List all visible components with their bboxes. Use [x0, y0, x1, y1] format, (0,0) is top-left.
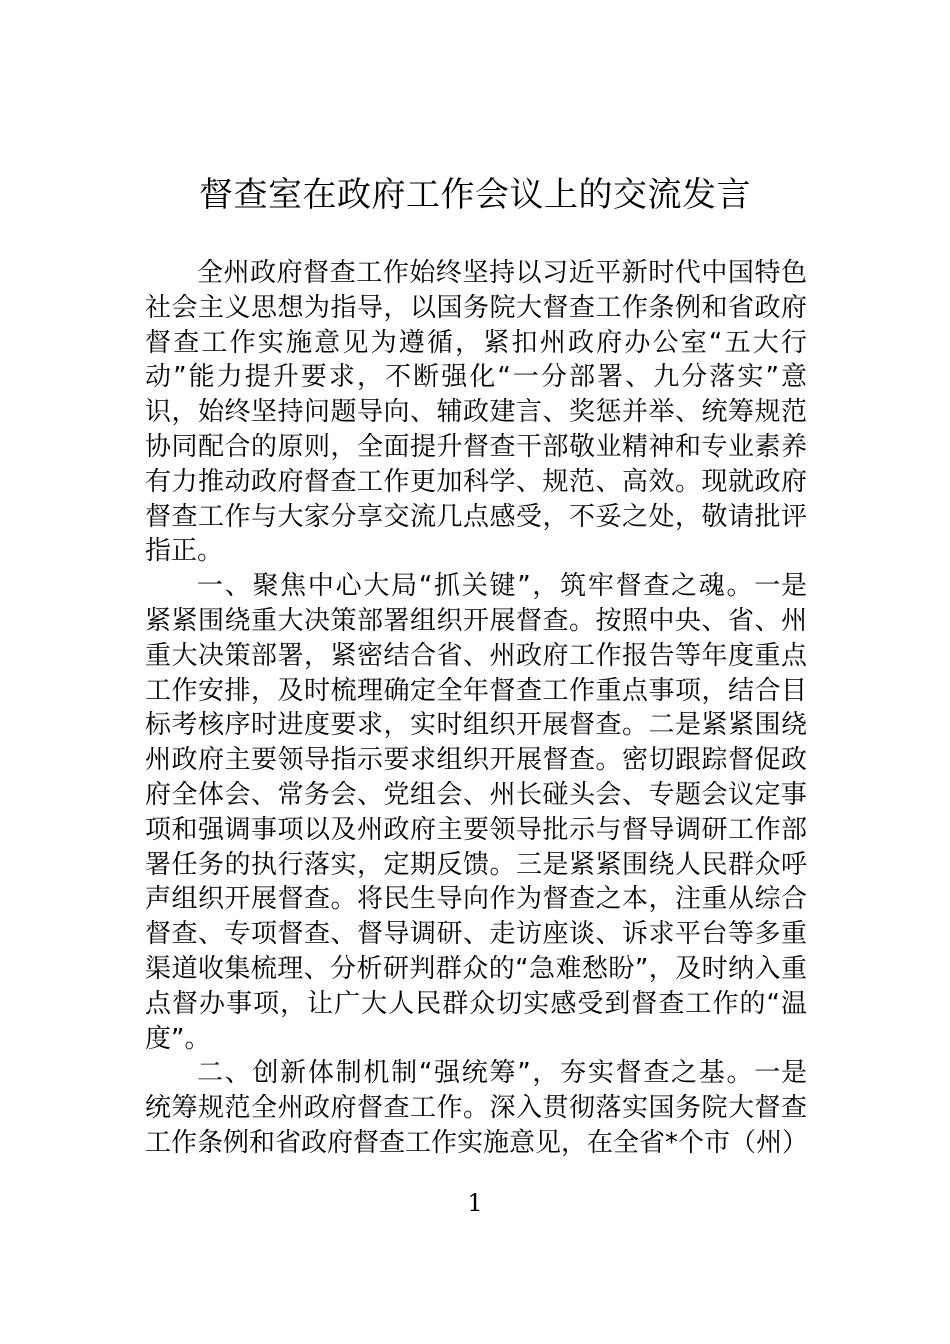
- section-1-heading: 一、聚焦中心大局“抓关键”，筑牢督查之魂。: [197, 571, 755, 602]
- section-2-text: 一是统筹规范全州政府督查工作。深入贯彻落实国务院大督查工作条例和省政府督查工作实施意见，在全省*个市（州）: [145, 1058, 809, 1158]
- paragraph-intro: [145, 256, 807, 569]
- paragraph-section-2: [145, 1056, 807, 1160]
- section-1-text: 一是紧紧围绕重大决策部署组织开展督查。按照中央、省、州重大决策部署，紧密结合省、州政府工作报告等年度重点工作安排，及时梳理确定全年督查工作重点事项，结合目标考核序时进度要求，实时组织开展督查。二是紧紧围绕州政府主要领导指示要求组织开展督查。密切跟踪督促政府全体会、常务会、党组会、州长碰头会、专题会议定事项和强调事项以及州政府主要领导批示与督导调研工作部署任务的执行落实，定期反馈。三是紧紧围绕人民群众呼声组织开展督查。将民生导向作为督查之本，注重从综合督查、专项督查、督导调研、走访座谈、诉求平台等多重渠道收集梳理、分析研判群众的“急难愁盼”，及时纳入重点督办事项，让广大人民群众切实感受到督查工作的“温度”。: [145, 571, 807, 1054]
- page-number: 1: [467, 1189, 483, 1217]
- section-2-heading: 二、创新体制机制“强统筹”，夯实督查之基。: [197, 1058, 755, 1089]
- paragraph-intro-text: 全州政府督查工作始终坚持以习近平新时代中国特色社会主义思想为指导，以国务院大督查工作条例和省政府督查工作实施意见为遵循，紧扣州政府办公室“五大行动”能力提升要求，不断强化“一分部署、九分落实”意识，始终坚持问题导向、辅政建言、奖惩并举、统筹规范协同配合的原则，全面提升督查干部敬业精神和专业素养有力推动政府督查工作更加科学、规范、高效。现就政府督查工作与大家分享交流几点感受，不妥之处，敬请批评指正。: [145, 258, 807, 567]
- document-body: [145, 256, 807, 1161]
- paragraph-section-1: [145, 569, 807, 1056]
- document-title: 督查室在政府工作会议上的交流发言: [199, 175, 751, 215]
